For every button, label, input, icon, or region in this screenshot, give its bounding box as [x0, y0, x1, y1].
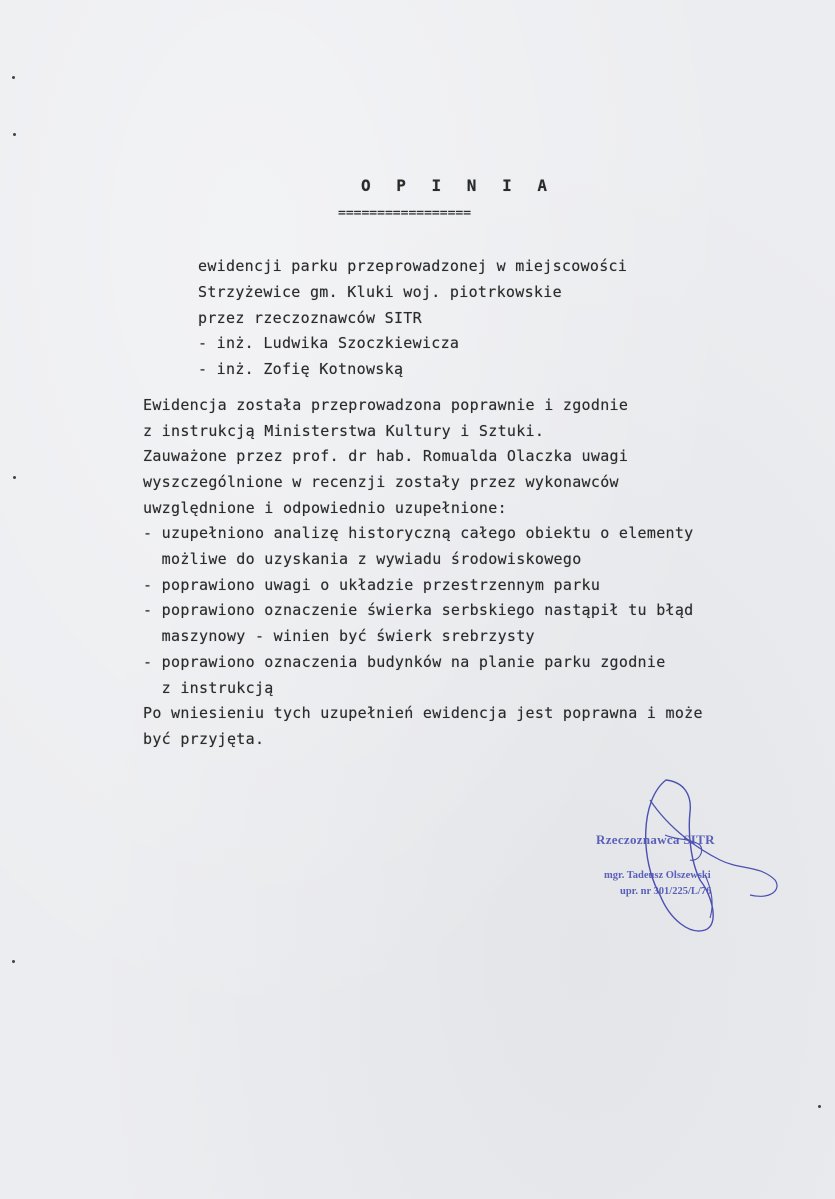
- body-line: być przyjęta.: [143, 730, 265, 748]
- margin-dot: [12, 76, 15, 79]
- margin-dot: [13, 133, 16, 136]
- margin-dot: [13, 476, 16, 479]
- margin-dot: [12, 960, 15, 963]
- body-line: uwzględnione i odpowiednio uzupełnione:: [143, 499, 507, 517]
- intro-line: Strzyżewice gm. Kluki woj. piotrkowskie: [198, 283, 562, 301]
- body-line: - poprawiono oznaczenia budynków na planie parku zgodnie: [143, 653, 666, 671]
- body-line: możliwe do uzyskania z wywiadu środowiskowego: [143, 550, 582, 568]
- body-line: Po wniesieniu tych uzupełnień ewidencja jest poprawna i może: [143, 704, 703, 722]
- body-line: Zauważone przez prof. dr hab. Romualda Olaczka uwagi: [143, 447, 629, 465]
- body-line: maszynowy - winien być świerk srebrzysty: [143, 627, 535, 645]
- stamp-title: Rzeczoznawca SITR: [596, 832, 715, 847]
- body-line: wyszczególnione w recenzji zostały przez wykonawców: [143, 473, 619, 491]
- body-line: - poprawiono oznaczenie świerka serbskiego nastąpił tu błąd: [143, 601, 694, 619]
- intro-line: - inż. Zofię Kotnowską: [198, 360, 404, 378]
- body-line: z instrukcją: [143, 679, 274, 697]
- intro-line: przez rzeczoznawców SITR: [198, 309, 422, 327]
- stamp-name: mgr. Tadeusz Olszewski: [604, 870, 711, 881]
- intro-line: ewidencji parku przeprowadzonej w miejscowości: [198, 257, 628, 275]
- body-line: - uzupełniono analizę historyczną całego obiektu o elementy: [143, 524, 694, 542]
- body-line: z instrukcją Ministerstwa Kultury i Sztuki.: [143, 422, 545, 440]
- title-underline: =================: [338, 206, 472, 221]
- stamp-number: upr. nr 301/225/L/76: [620, 886, 712, 897]
- body-line: - poprawiono uwagi o układzie przestrzennym parku: [143, 576, 601, 594]
- margin-dot: [818, 1105, 821, 1108]
- body-line: Ewidencja została przeprowadzona poprawnie i zgodnie: [143, 396, 629, 414]
- intro-line: - inż. Ludwika Szoczkiewicza: [198, 334, 460, 352]
- document-title: O P I N I A: [361, 176, 555, 195]
